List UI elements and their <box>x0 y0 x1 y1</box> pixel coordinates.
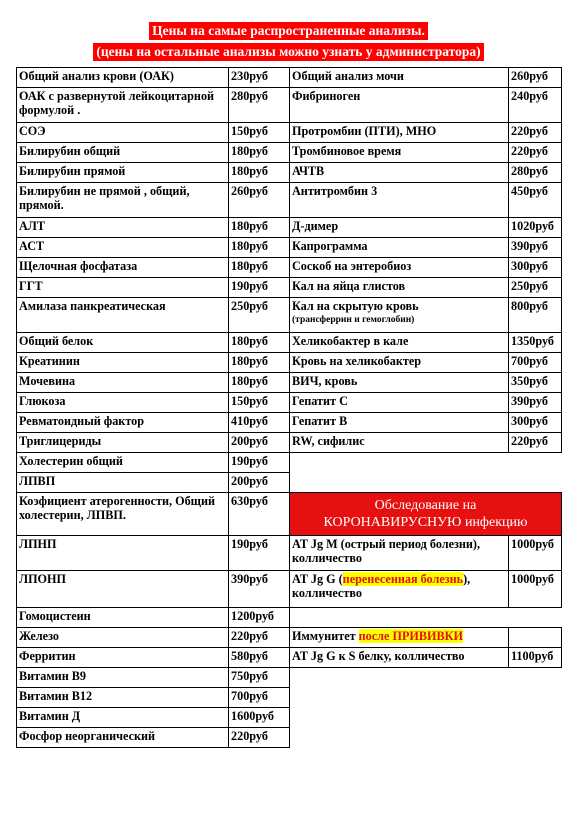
test-price: 180руб <box>229 258 290 278</box>
covid-test-text: ), колличество <box>292 572 471 600</box>
test-name-text: Фибриноген <box>292 89 361 103</box>
test-price: 450руб <box>509 183 562 218</box>
table-row <box>17 333 562 353</box>
test-name-text: Капрограмма <box>292 239 368 253</box>
test-price: 250руб <box>509 278 562 298</box>
test-price: 280руб <box>509 163 562 183</box>
test-name <box>290 258 509 278</box>
test-price: 1350руб <box>509 333 562 353</box>
test-name: Ревматоидный фактор <box>17 413 229 433</box>
test-name-text: Гепатит В <box>292 414 348 428</box>
test-price: 180руб <box>229 353 290 373</box>
test-name <box>290 68 509 88</box>
table-row <box>17 453 562 473</box>
test-price: 390руб <box>229 571 290 608</box>
covid-test-price: 1100руб <box>509 648 562 668</box>
test-name: Билирубин общий <box>17 143 229 163</box>
covid-test-price <box>509 628 562 648</box>
test-name <box>290 278 509 298</box>
test-name: Билирубин не прямой , общий, прямой. <box>17 183 229 218</box>
covid-test-text: Иммунитет <box>292 629 359 643</box>
covid-test-text: AT Jg G ( <box>292 572 343 586</box>
test-name <box>290 123 509 143</box>
test-price: 180руб <box>229 333 290 353</box>
test-name: Ферритин <box>17 648 229 668</box>
test-name: Железо <box>17 628 229 648</box>
covid-section-header <box>290 493 562 536</box>
table-row <box>17 88 562 123</box>
test-name: СОЭ <box>17 123 229 143</box>
test-name-text: Тромбиновое время <box>292 144 402 158</box>
table-row <box>17 668 562 688</box>
test-name-text: ВИЧ, кровь <box>292 374 358 388</box>
test-name <box>290 298 509 333</box>
table-row <box>17 353 562 373</box>
test-price: 300руб <box>509 258 562 278</box>
table-row <box>17 393 562 413</box>
test-name: Билирубин прямой <box>17 163 229 183</box>
test-name-note: (трансферрин и гемоглобин) <box>292 315 415 325</box>
test-price: 220руб <box>229 628 290 648</box>
test-name-text: Хеликобактер в кале <box>292 334 409 348</box>
test-price: 190руб <box>229 453 290 473</box>
test-name-text: АЧТВ <box>292 164 325 178</box>
test-price: 1020руб <box>509 218 562 238</box>
test-price: 200руб <box>229 433 290 453</box>
test-name <box>290 373 509 393</box>
test-name: Витамин В12 <box>17 688 229 708</box>
highlight-note: перенесенная болезнь <box>342 572 464 586</box>
test-price: 190руб <box>229 536 290 571</box>
test-name: Гомоцистеин <box>17 608 229 628</box>
test-price: 190руб <box>229 278 290 298</box>
table-row <box>17 413 562 433</box>
test-name-text: Кровь на хеликобактер <box>292 354 422 368</box>
table-row <box>17 536 562 571</box>
table-row <box>17 373 562 393</box>
covid-header-line2: КОРОНАВИРУСНУЮ инфекцию <box>323 515 528 530</box>
test-name: ЛПОНП <box>17 571 229 608</box>
test-name-text: RW, сифилис <box>292 434 365 448</box>
table-row <box>17 628 562 648</box>
test-price: 700руб <box>509 353 562 373</box>
test-name: АСТ <box>17 238 229 258</box>
header-title: Цены на самые распространенные анализы. <box>149 22 428 40</box>
table-row <box>17 433 562 453</box>
empty-area <box>290 668 562 748</box>
test-name-text: Гепатит С <box>292 394 348 408</box>
test-price: 390руб <box>509 238 562 258</box>
highlight-note: после ПРИВИВКИ <box>358 629 463 643</box>
table-row <box>17 648 562 668</box>
test-price: 220руб <box>509 123 562 143</box>
table-row <box>17 68 562 88</box>
covid-test-price: 1000руб <box>509 571 562 608</box>
test-name <box>290 238 509 258</box>
test-name <box>290 393 509 413</box>
covid-test-name <box>290 628 509 648</box>
covid-test-name: AT Jg G к S белку, колличество <box>290 648 509 668</box>
test-name <box>290 413 509 433</box>
test-name: Витамин Д <box>17 708 229 728</box>
test-price: 150руб <box>229 393 290 413</box>
test-price: 180руб <box>229 373 290 393</box>
test-price: 180руб <box>229 218 290 238</box>
test-name: Общий анализ крови (ОАК) <box>17 68 229 88</box>
test-name: Витамин В9 <box>17 668 229 688</box>
table-row <box>17 143 562 163</box>
test-name: Щелочная фосфатаза <box>17 258 229 278</box>
test-name <box>290 163 509 183</box>
test-price: 220руб <box>509 143 562 163</box>
covid-test-name <box>290 571 509 608</box>
test-name <box>290 143 509 163</box>
test-price: 1200руб <box>229 608 290 628</box>
test-name: Общий белок <box>17 333 229 353</box>
empty-area <box>290 453 562 493</box>
test-price: 240руб <box>509 88 562 123</box>
test-price: 300руб <box>509 413 562 433</box>
test-price: 350руб <box>509 373 562 393</box>
test-name: ЛПВП <box>17 473 229 493</box>
test-price: 260руб <box>229 183 290 218</box>
test-name-text: Соскоб на энтеробиоз <box>292 259 412 273</box>
test-name: Амилаза панкреатическая <box>17 298 229 333</box>
table-row <box>17 298 562 333</box>
test-name <box>290 433 509 453</box>
test-price: 800руб <box>509 298 562 333</box>
test-name-text: Антитромбин 3 <box>292 184 378 198</box>
test-price: 630руб <box>229 493 290 536</box>
test-name: Креатинин <box>17 353 229 373</box>
test-price: 410руб <box>229 413 290 433</box>
test-name: Мочевина <box>17 373 229 393</box>
table-row <box>17 183 562 218</box>
test-name-text: Кал на яйца глистов <box>292 279 406 293</box>
test-price: 390руб <box>509 393 562 413</box>
test-name <box>290 333 509 353</box>
test-name: Триглицериды <box>17 433 229 453</box>
covid-header-line1: Обследование на <box>374 498 477 513</box>
test-name: Холестерин общий <box>17 453 229 473</box>
test-name: Глюкоза <box>17 393 229 413</box>
test-price: 180руб <box>229 163 290 183</box>
price-table <box>16 67 562 748</box>
table-row <box>17 238 562 258</box>
test-name: Коэфициент атерогенности, Общий холестерин, ЛПВП. <box>17 493 229 536</box>
test-price: 1600руб <box>229 708 290 728</box>
test-name <box>290 183 509 218</box>
test-name <box>290 218 509 238</box>
table-row <box>17 493 562 536</box>
test-price: 180руб <box>229 238 290 258</box>
test-price: 700руб <box>229 688 290 708</box>
covid-test-price: 1000руб <box>509 536 562 571</box>
empty-cell <box>290 608 562 628</box>
test-name <box>290 353 509 373</box>
test-price: 230руб <box>229 68 290 88</box>
test-name <box>290 88 509 123</box>
table-row <box>17 608 562 628</box>
test-name-text: Общий анализ мочи <box>292 69 404 83</box>
test-price: 250руб <box>229 298 290 333</box>
test-name: Фосфор неорганический <box>17 728 229 748</box>
table-row <box>17 278 562 298</box>
test-price: 200руб <box>229 473 290 493</box>
test-name: АЛТ <box>17 218 229 238</box>
test-price: 580руб <box>229 648 290 668</box>
price-table-body <box>17 68 562 748</box>
test-name: ГГТ <box>17 278 229 298</box>
test-name: ЛПНП <box>17 536 229 571</box>
page-header <box>0 22 577 64</box>
table-row <box>17 571 562 608</box>
covid-test-name: AT Jg M (острый период болезни), колличество <box>290 536 509 571</box>
test-price: 220руб <box>509 433 562 453</box>
test-name-text: Д-димер <box>292 219 339 233</box>
test-name-text: Кал на скрытую кровь <box>292 299 419 313</box>
table-row <box>17 258 562 278</box>
test-name-text: Протромбин (ПТИ), МНО <box>292 124 437 138</box>
test-name: ОАК с развернутой лейкоцитарной формулой . <box>17 88 229 123</box>
header-subtitle: (цены на остальные анализы можно узнать у администратора) <box>93 43 483 61</box>
test-price: 750руб <box>229 668 290 688</box>
table-row <box>17 123 562 143</box>
test-price: 260руб <box>509 68 562 88</box>
test-price: 220руб <box>229 728 290 748</box>
test-price: 180руб <box>229 143 290 163</box>
table-row <box>17 163 562 183</box>
table-row <box>17 218 562 238</box>
test-price: 150руб <box>229 123 290 143</box>
test-price: 280руб <box>229 88 290 123</box>
